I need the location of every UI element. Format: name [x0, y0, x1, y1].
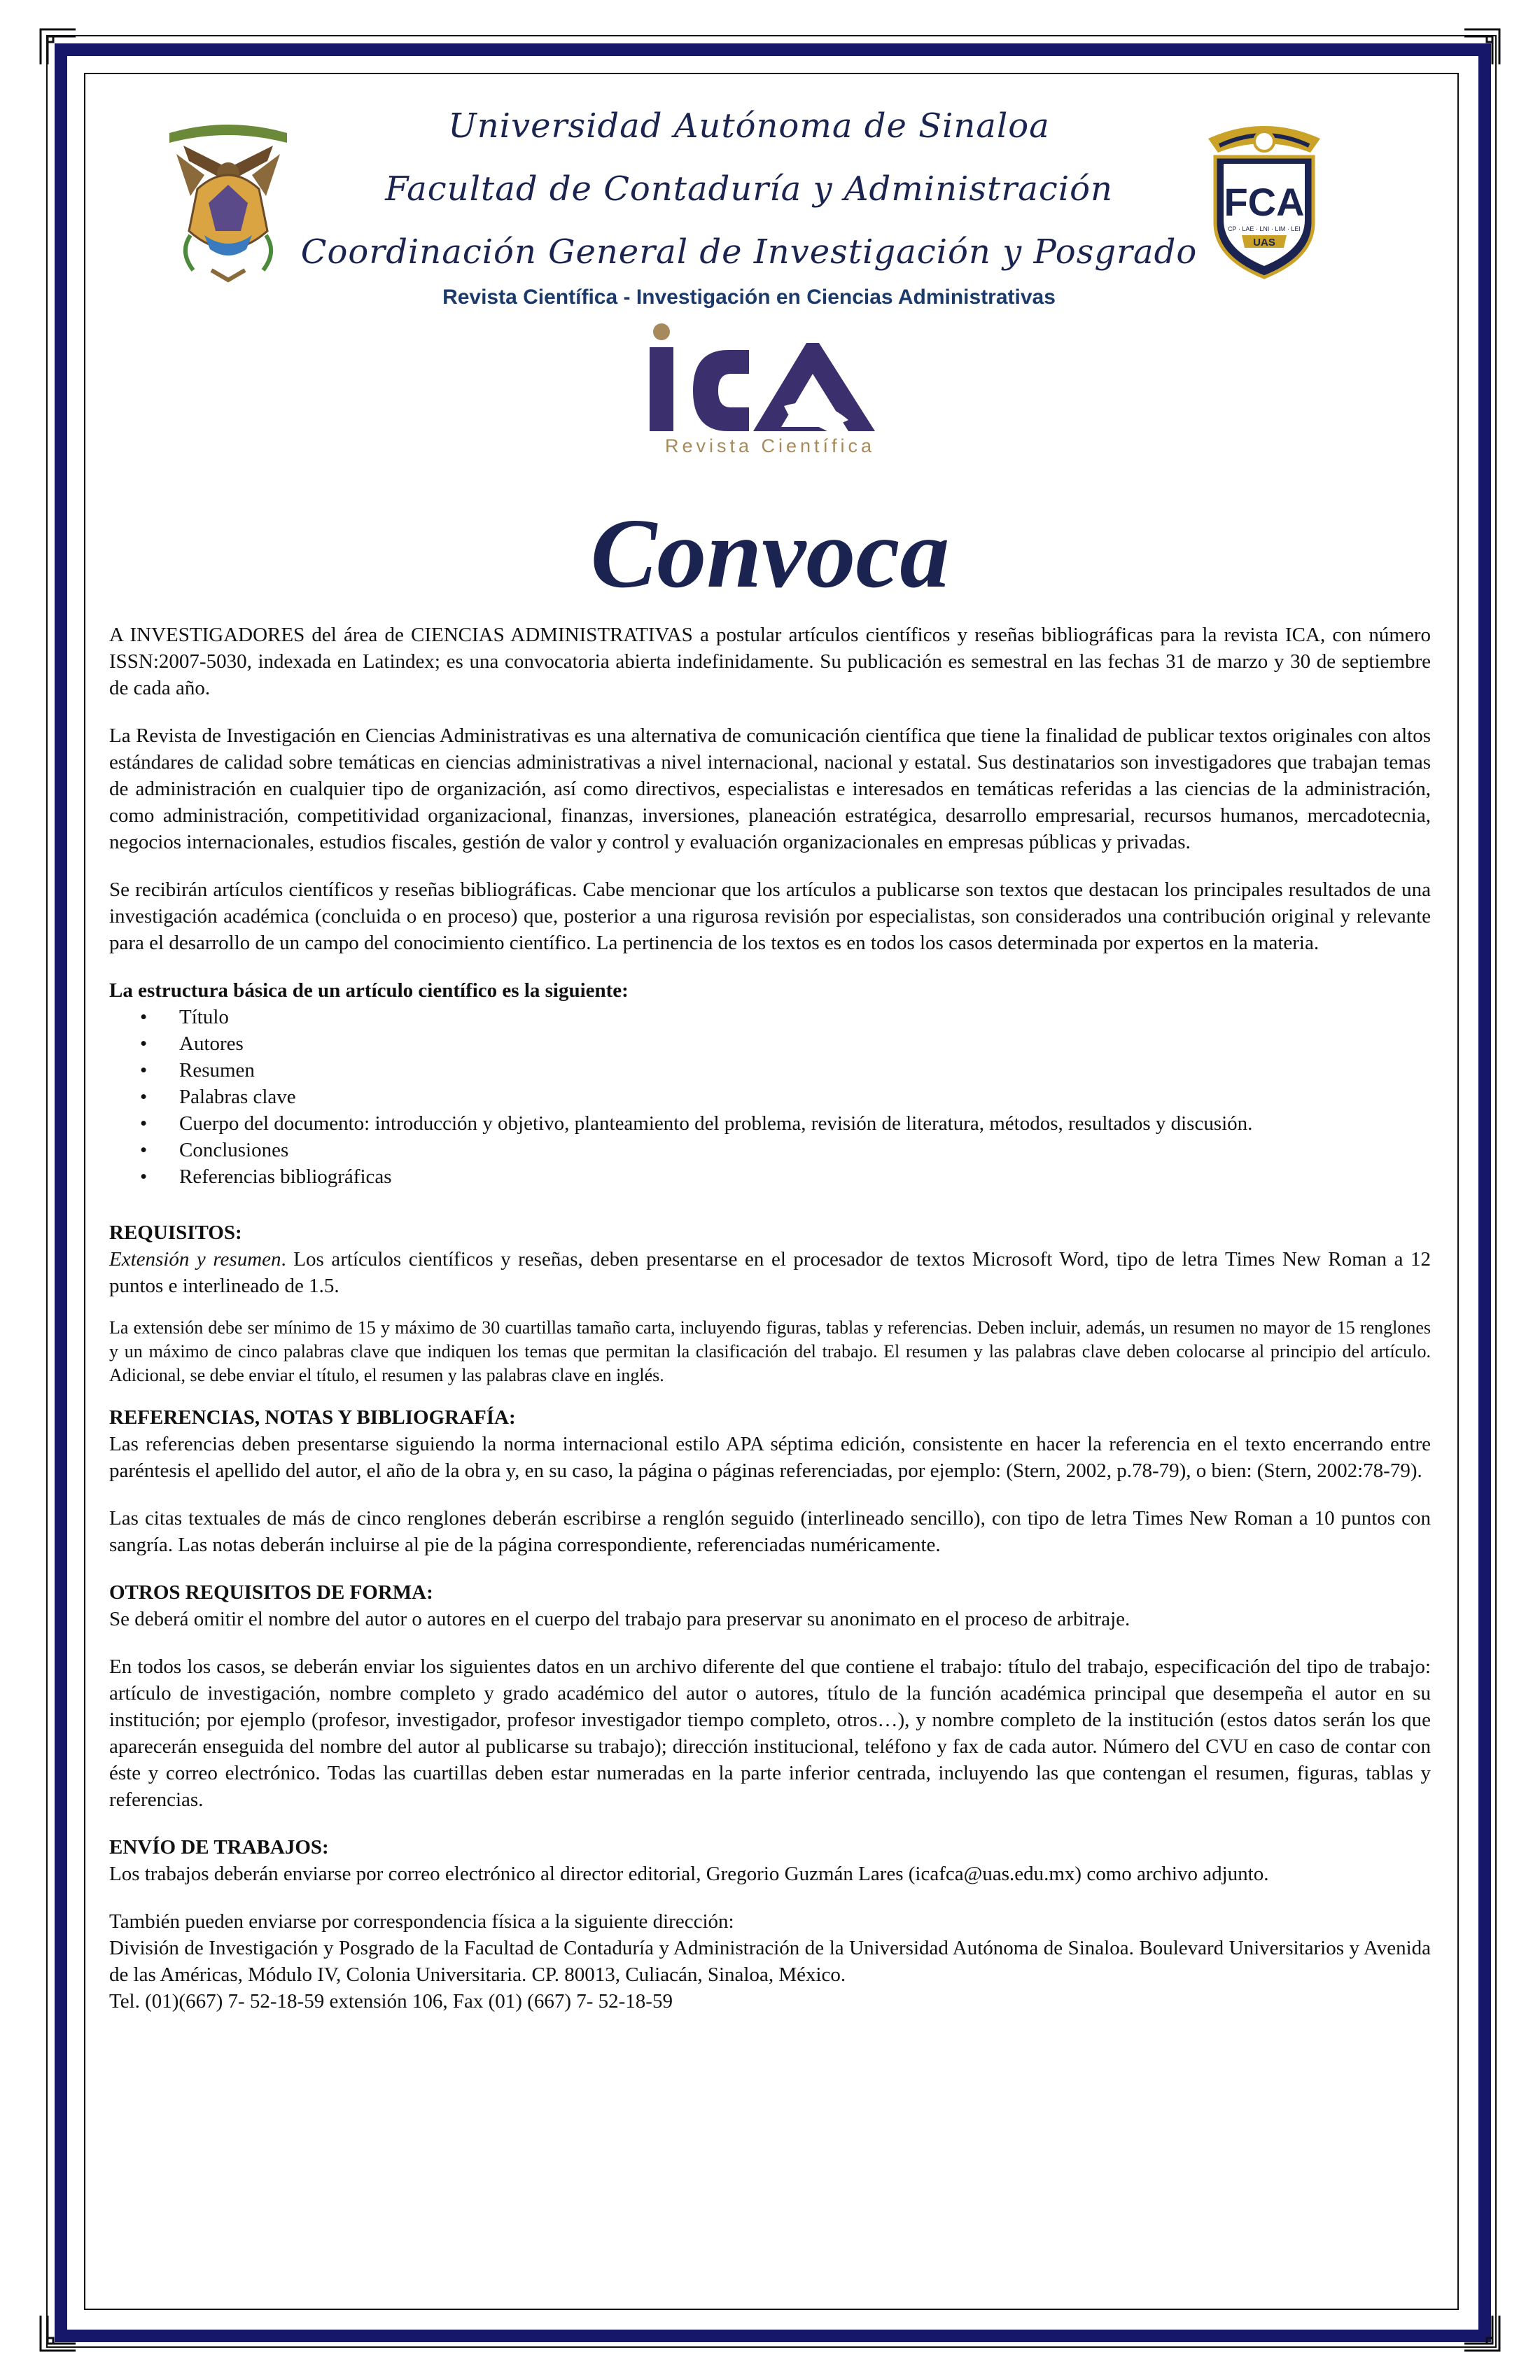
phone-line: Tel. (01)(667) 7- 52-18-59 extensión 106, Fax (01) (667) 7- 52-18-59: [109, 1990, 673, 2012]
list-item: [140, 1110, 1431, 1137]
intro-paragraph: A INVESTIGADORES del área de CIENCIAS ADMINISTRATIVAS a postular artículos científicos y reseñas bibliográficas para la revista ICA, con número ISSN:2007-5030, indexada en Latindex; es una convocatoria abierta indefinidamente. Su publicación es semestral en las fechas 31 de marzo y 30 de septiembre de cada año.: [109, 624, 1431, 699]
fca-logo-text: FCA: [1224, 180, 1305, 224]
corner-ornament-bottom-left: [39, 2314, 77, 2352]
extension-paragraph: La extensión debe ser mínimo de 15 y máximo de 30 cuartillas tamaño carta, incluyendo figuras, tablas y referencias. Deben incluir, además, un resumen no mayor de 15 renglones y un máximo de cinco palabras clave que indiquen los temas que permitan la clasificación del trabajo. El resumen y las palabras clave deben colocarse al principio del artículo. Adicional, se debe enviar el título, el resumen y las palabras clave en inglés.: [109, 1317, 1431, 1385]
coordination-name: Coordinación General de Investigación y Posgrado: [300, 232, 1198, 272]
list-item-text: Resumen: [179, 1059, 255, 1082]
corner-ornament-top-right: [1463, 28, 1501, 66]
referencias-heading: REFERENCIAS, NOTAS Y BIBLIOGRAFÍA:: [109, 1406, 516, 1429]
faculty-name: Facultad de Contaduría y Administración: [385, 169, 1113, 209]
otros-heading: OTROS REQUISITOS DE FORMA:: [109, 1581, 433, 1604]
bullet-icon: •: [140, 1006, 148, 1028]
list-item-text: Título: [179, 1006, 229, 1028]
ica-subtitle: Revista Científica: [664, 435, 876, 456]
bullet-icon: •: [140, 1139, 148, 1161]
fca-logo-programs: CP · LAE · LNI · LIM · LEI: [1228, 225, 1301, 232]
citas-paragraph: Las citas textuales de más de cinco renglones deberán escribirse a renglón seguido (interlineado sencillo), con tipo de letra Times New Roman a 10 puntos con sangría. Las notas deberán incluirse al pie de la página correspondiente, referenciadas numéricamente.: [109, 1507, 1431, 1556]
referencias-paragraph: Las referencias deben presentarse siguiendo la norma internacional estilo APA séptima edición, consistente en hacer la referencia en el texto encerrando entre paréntesis el apellido del autor, el año de la obra y, en su caso, la página o páginas referenciadas, por ejemplo: (Stern, 2002, p.78-79), o bien: (Stern, 2002:78-79).: [109, 1433, 1431, 1482]
fca-logo-ribbon: UAS: [1253, 237, 1275, 248]
list-item: [140, 1057, 1431, 1084]
bullet-icon: •: [140, 1112, 148, 1135]
envio-paragraph: Los trabajos deberán enviarse por correo electrónico al director editorial, Gregorio Guzmán Lares (icafca@uas.edu.mx) como archivo adjunto.: [109, 1863, 1269, 1885]
list-item: [140, 1004, 1431, 1030]
otros-paragraph: Se deberá omitir el nombre del autor o autores en el cuerpo del trabajo para preservar su anonimato en el proceso de arbitraje.: [109, 1608, 1130, 1630]
list-item-text: Autores: [179, 1032, 244, 1055]
datos-paragraph: En todos los casos, se deberán enviar los siguientes datos en un archivo diferente del que contiene el trabajo: título del trabajo, especificación del tipo de trabajo: artículo de investigación, nombre completo y grado académico del autor o autores, título de la función académica principal que desempeña el autor en su institución; por ejemplo (profesor, investigador, profesor investigador tiempo completo, otros…), y nombre completo de la institución (estos datos serán los que aparecerán enseguida del nombre del autor al publicarse su trabajo); dirección institucional, teléfono y fax de cada autor. Número del CVU en caso de contar con éste y correo electrónico. Todas las cuartillas deben estar numeradas en la parte inferior centrada, incluyendo las que contengan el resumen, figuras, tablas y referencias.: [109, 1656, 1431, 1811]
list-item: [140, 1030, 1431, 1057]
page-title: Convoca: [590, 498, 950, 608]
list-item: [140, 1137, 1431, 1163]
bullet-icon: •: [140, 1059, 148, 1082]
bullet-icon: •: [140, 1166, 148, 1188]
requisitos-paragraph: [109, 1246, 1431, 1299]
requisitos-heading: REQUISITOS:: [109, 1222, 242, 1244]
bullet-icon: •: [140, 1086, 148, 1108]
bullet-icon: •: [140, 1032, 148, 1055]
list-item-text: Palabras clave: [179, 1086, 296, 1108]
postal-intro: También pueden enviarse por correspondencia física a la siguiente dirección:: [109, 1910, 734, 1933]
corner-ornament-bottom-right: [1463, 2314, 1501, 2352]
reception-paragraph: Se recibirán artículos científicos y reseñas bibliográficas. Cabe mencionar que los artículos a publicarse son textos que destacan los principales resultados de una investigación académica (concluida o en proceso) que, posterior a una rigurosa revisión por especialistas, son considerados una contribución original y relevante para el desarrollo de un campo del conocimiento científico. La pertinencia de los textos es en todos los casos determinada por expertos en la materia.: [109, 878, 1431, 954]
list-item: [140, 1084, 1431, 1110]
corner-ornament-top-left: [39, 28, 77, 66]
structure-list: [109, 1004, 1431, 1190]
announcement-body: [109, 622, 1431, 2015]
structure-heading: La estructura básica de un artículo científico es la siguiente:: [109, 979, 629, 1002]
about-paragraph: La Revista de Investigación en Ciencias Administrativas es una alternativa de comunicación científica que tiene la finalidad de publicar textos originales con altos estándares de calidad sobre temáticas en ciencias administrativas a nivel internacional, nacional y estatal. Sus destinatarios son investigadores que trabajan temas de administración en cualquier tipo de organización, así como directivos, especialistas e interesados en temáticas referidas a las ciencias de la administración, como administración, competitividad organizacional, finanzas, inversiones, planeación estratégica, desarrollo empresarial, recursos humanos, mercadotecnia, negocios internacionales, estudios fiscales, gestión de valor y control y evaluación organizacionales en empresas públicas y privadas.: [109, 724, 1431, 853]
university-name: Universidad Autónoma de Sinaloa: [448, 106, 1050, 146]
postal-address: División de Investigación y Posgrado de la Facultad de Contaduría y Administración de la Universidad Autónoma de Sinaloa. Boulevard Universitarios y Avenida de las Américas, Módulo IV, Colonia Universitaria. CP. 80013, Culiacán, Sinaloa, México.: [109, 1937, 1431, 1986]
list-item: [140, 1163, 1431, 1190]
envio-heading: ENVÍO DE TRABAJOS:: [109, 1836, 329, 1858]
list-item-text: Conclusiones: [179, 1139, 289, 1161]
uas-seal-logo: [162, 112, 294, 287]
journal-name: Revista Científica - Investigación en Ciencias Administrativas: [442, 286, 1056, 309]
list-item-text: Referencias bibliográficas: [179, 1166, 392, 1188]
list-item-text: Cuerpo del documento: introducción y objetivo, planteamiento del problema, revisión de literatura, métodos, resultados y discusión.: [179, 1112, 1253, 1135]
requisitos-italic: Extensión y resumen: [109, 1248, 281, 1270]
requisitos-text: . Los artículos científicos y reseñas, deben presentarse en el procesador de textos Microsoft Word, tipo de letra Times New Roman a 12 puntos e interlineado de 1.5.: [109, 1248, 1431, 1297]
fca-logo: [1205, 118, 1323, 280]
